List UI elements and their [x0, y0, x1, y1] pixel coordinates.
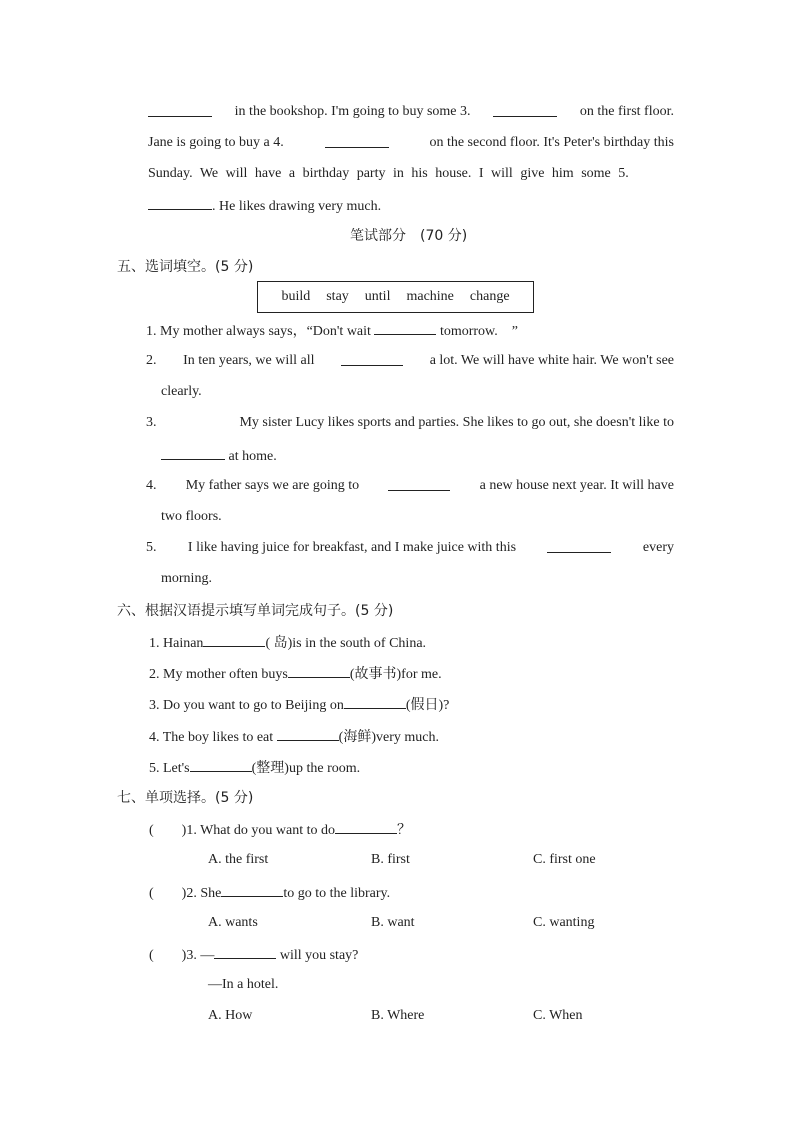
answer-blank[interactable] — [161, 446, 225, 460]
answer-paren[interactable]: ( ) — [149, 823, 187, 838]
answer-blank[interactable] — [388, 477, 450, 491]
s6-question-4: 4. The boy likes to eat (海鲜)very much. — [149, 727, 439, 747]
written-part-heading: 笔试部分 (70 分) — [350, 228, 468, 244]
s5-question-4-cont: two floors. — [161, 509, 222, 524]
s5-question-5-cont: morning. — [161, 571, 212, 586]
s7-question-3: ( )3. — will you stay? — [149, 945, 358, 965]
passage-line-4 — [148, 196, 381, 216]
answer-blank[interactable] — [277, 727, 339, 741]
s7-q1-option-c[interactable]: C. first one — [533, 852, 596, 867]
answer-blank[interactable] — [335, 820, 397, 834]
passage-line-1 — [148, 103, 674, 121]
s7-q3-option-b[interactable]: B. Where — [371, 1008, 425, 1023]
s7-q1-option-b[interactable]: B. first — [371, 852, 410, 867]
s5-question-3: 3. My sister Lucy likes sports and parties. She likes to go out, she doesn't like to — [146, 415, 674, 430]
s7-q3-reply: —In a hotel. — [208, 977, 279, 992]
s7-question-2: ( )2. She to go to the library. — [149, 883, 390, 903]
answer-blank[interactable] — [374, 321, 436, 335]
s7-q2-option-a[interactable]: A. wants — [208, 915, 258, 930]
passage-text: . He likes drawing very much. — [212, 199, 382, 214]
answer-blank-5[interactable] — [148, 196, 212, 210]
answer-blank[interactable] — [203, 633, 265, 647]
word-bank-item: build — [281, 289, 311, 304]
s5-question-1: 1. My mother always says，“Don't wait tomorrow. ” — [146, 321, 518, 341]
answer-blank[interactable] — [341, 352, 403, 366]
passage-text: on the second floor. It's Peter's birthday this — [429, 135, 674, 150]
s6-question-2: 2. My mother often buys (故事书)for me. — [149, 664, 442, 684]
passage-text: in the bookshop. I'm going to buy some 3. — [234, 104, 471, 119]
answer-blank[interactable] — [190, 758, 252, 772]
section-6-title: 六、根据汉语提示填写单词完成句子。(5 分) — [117, 603, 394, 619]
answer-paren[interactable]: ( ) — [149, 948, 187, 963]
answer-blank-3[interactable] — [493, 103, 557, 117]
answer-blank[interactable] — [288, 664, 350, 678]
s6-question-1: 1. Hainan ( 岛)is in the south of China. — [149, 633, 426, 653]
section-5-title: 五、选词填空。(5 分) — [117, 259, 254, 275]
s5-question-4: 4. My father says we are going to a new house next year. It will have — [146, 478, 674, 493]
word-bank — [257, 281, 534, 313]
s7-q3-option-a[interactable]: A. How — [208, 1008, 253, 1023]
s7-q1-option-a[interactable]: A. the first — [208, 852, 269, 867]
s5-question-5: 5. I like having juice for breakfast, and I make juice with this every — [146, 540, 674, 555]
s7-q2-option-b[interactable]: B. want — [371, 915, 415, 930]
passage-text: Jane is going to buy a 4. — [148, 135, 284, 150]
s6-question-5: 5. Let's (整理)up the room. — [149, 758, 360, 778]
s5-question-2-cont: clearly. — [161, 384, 202, 399]
s7-q3-option-c[interactable]: C. When — [533, 1008, 583, 1023]
passage-text: on the first floor. — [579, 104, 674, 119]
s7-question-1: ( )1. What do you want to do ？ — [149, 820, 411, 840]
s5-question-2: 2. In ten years, we will all a lot. We will have white hair. We won't see — [146, 353, 674, 368]
answer-blank[interactable] — [221, 883, 283, 897]
word-bank-item: machine — [406, 289, 454, 304]
word-bank-item: change — [469, 289, 510, 304]
answer-blank-2[interactable] — [148, 103, 212, 117]
answer-paren[interactable]: ( ) — [149, 886, 187, 901]
word-bank-item: stay — [326, 289, 349, 304]
answer-blank[interactable] — [547, 539, 611, 553]
answer-blank[interactable] — [214, 945, 276, 959]
answer-blank-4[interactable] — [325, 134, 389, 148]
passage-line-2 — [148, 134, 674, 152]
s7-q2-option-c[interactable]: C. wanting — [533, 915, 595, 930]
answer-blank[interactable] — [344, 695, 406, 709]
section-7-title: 七、单项选择。(5 分) — [117, 790, 254, 806]
s6-question-3: 3. Do you want to go to Beijing on (假日)? — [149, 695, 449, 715]
s5-question-3-cont: at home. — [161, 446, 277, 466]
word-bank-item: until — [364, 289, 391, 304]
passage-line-3: Sunday. We will have a birthday party in his house. I will give him some 5. — [148, 166, 629, 181]
